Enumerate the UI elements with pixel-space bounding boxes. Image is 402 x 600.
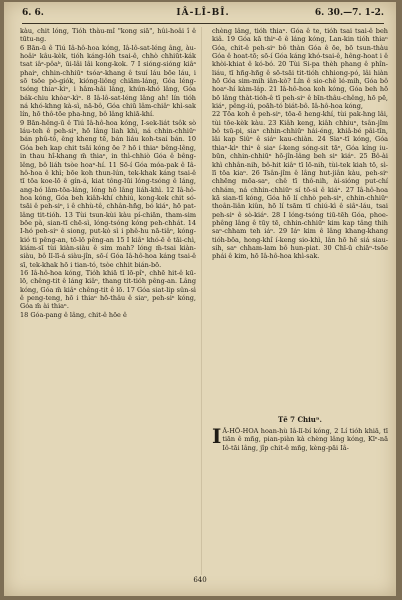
header-right-ref: 6. 30.—7. 1-2. (314, 8, 384, 18)
chapter-opening-text (212, 427, 388, 575)
chapter-heading: Tē 7 Chiuⁿ. (278, 415, 322, 424)
page-number: 640 (193, 576, 207, 584)
left-text-column: kàu, chit lóng, Tióh thàu-mî "kong siā", hûi-hoâi î ê tūtu-ng. 6 Bān-ū ê Tiú Iâ-hô-hoa kóng, Iâ-lô-sat-léng âng, àu-hoâiᵃ kâu-kèk, tióh káng-lóh tsai-ê, chhò chhiūt-kák tsat iâᵃ-pôaᵇ, ūi-lâi lâi kong-kok. 7 I sióng-sióng kiâᵃ phaiᵃ, chhin-chhiūⁿ tsóaᵃ-khang ê tsuí láu bōe láu, i sō tsōe pò-giók, kióng-liông chiām-láng, Góa léng-tsóng thiaⁿ-kìⁿ, i hâm-hâi lâng, khún-khó lâng, Góa bák-chiu khòaⁿ-kìⁿ. 8 Iâ-lô-sat-léng lâng ah! lín tióh ná khó-khng kà-sì, nā-bô, Góa chiū lâm-chiâⁿ khì-sak lín, hō thô-tōe pha-hng, bô lâng khiā-khí. 9 Bān-hêng-ū ê Tiú Iâ-hô-hoa kóng, I-sek-liát tsôk sò láu-teh ê peh-siⁿ, hō lâng liah khì, ná chhin-chhiūⁿ bán phû-tô, êng kheng tē, bán liáu koh-tsai bán. 10 Góa beh kap chit tsāi kóng ōe ? hō i thiaⁿ bêng-lêng, in thau hî-khang m̄ thiaⁿ, in thì-chhiò Góa ê bêng-lêng, bô liáh tsòe hoaⁿ-hí. 11 Sō-í Góa móa-pak ê Iâ-hô-hoa ê khì; bōe koh thun-lún, tek-khak káng tsai-ê tī tōa koe-lō ê gín-á, kiat tông-lūi lóng-tsóng ê láng, ang-bó lâm-tōa-láng, lóng hō lâng liáh-khì. 12 Iâ-hô-hoa kóng, Góa beh kiâh-khí chhiú, kong-kek chit só-tsāi ê peh-siⁿ, i ê chhù-tê, chhân-hñg, bó kiáⁿ, hō pat-lâng tit-tióh. 13 Tùi tsun-kùi kàu pí-chiān, tham-sim bōe pà, sian-tī chē-sì, lóng-tsóng kóng peh-chhát. 14 I-hó peh-siⁿ ê siong, put-kò sì i phê-hu nā-tiâⁿ, kóng-kió ti pêng-an, tō-lō pêng-an 15 I kiâⁿ khó-ē ê tāi-chì, kiám-sī tùi kiàn-siàu ê sim mah? lóng m̄-tsai kiàn-siàu, bô lī-lī-á siàu-jîn, sō-í Góa Iâ-hô-hoa káng tsai-ê sī, tek-khak hō i tian-tó, tsòe chhit bián-bō. 16 Iâ-hô-hoa kóng, Tióh khiā tī lō-pîⁿ, chhē hit-ê kū-lō, chêng-tit ê láng kiâⁿ, thang tit-tióh pêng-an. Lâng kóng, Góa m̄ kiâⁿ chêng-tit ê lō. 17 Góa siat-lip sûn-sì ê peng-teng, hō i thiaⁿ hō-thâu ê siaⁿ, peh-siⁿ kóng, Góa m̄ ài thiaⁿ. 18 Góa-pang ê lâng, chit-ê hōe ê (20, 27, 196, 319)
chapter-opening-body: Â-HÔ-HOA hoan-hù Iâ-lī-bí kóng, 2 Lí tióh khiā, tī tiān ê mñg, pian-piàn kà chèng lâng kóng, Kīⁿ-nā Iô-tāi lâng, jîp chit-ê mñg, kèng-pāi Iâ- (222, 427, 388, 452)
header-book-title: IÂ-LÎ-BÎ. (176, 8, 230, 18)
header-rule (22, 23, 384, 24)
right-text-column: chèng lâng, tióh thiaⁿ. Góa ê te, tióh tsai tsai-ê beh kiâ. 19 Góa kā thiⁿ-ē ê láng kóng, Lan-kin tióh thiaⁿ Góa, chit-ê peh-siⁿ bô thàn Góa ê ōe, bō tsun-thàu Góa ê hoat-tō; sō-í Góa káng khó-tsai-ê, hêng-hoat i ê khòi-khiat ê kó-bó. 20 Tùi Si-pa thèh phang ê phîn-liáu, tī hñg-hñg ê sō-tsāi tit-tióh chhiong-pó, lâi hiàn hō Góa sim-mih iân-kò? Lín ê sio-chê lé-mih, Góa bô hoaⁿ-hí kàm-láp. 21 Iâ-hô-hoa koh kóng, Góa beh hō bō lâng thàt-tióh-ê tī peh-siⁿ ê bīn-thâu-chêng, hō pē, kiáⁿ, pêng-iú, poāh-tó biát-bô. Iâ-hô-hoa kóng, 22 Tōa koh ê peh-siⁿ, tōa-ē heng-khí, tùi pak-hng lâi, tùi tōe-kèk kàu. 23 Kiâh keng, kiâh chhiuⁿ, tsân-jîm bô tsū-pi, siaⁿ chhin-chhiūⁿ hái-éng, khiâ-bé pâi-tīn, lâi kap Siûⁿ ê siáⁿ kau-chiàn. 24 Siaⁿ-tī kóng, Góa thiaⁿ-kìⁿ thiⁿ ê siaⁿ í-keng sóng-sit tāⁿ, Góa kíng iu-būn, chhin-chhiūⁿ hō-jîn-lâng beh siⁿ kiáⁿ. 25 Bô-ài khì chhân-nih, bô-hit kiâⁿ tī lō-nih, tùi-tek kiah tō, sì-lī tōa kiaⁿ. 26 Tsân-jîm ê lâng hut-jiân kàu, peh-siⁿ chhēng mōa-saⁿ, chê tī thô-nih, ài-sióng put-chí chhám, ná chhin-chhiūⁿ sí tō-sì ê kiáⁿ. 27 Iâ-hô-hoa kā sian-tī kóng, Góa hō lí chhò peh-siⁿ, chhin-chhiūⁿ thoân-liân kiûn, hō lí tsām tī chiú-kì ê siâⁿ-láu, tsai peh-siⁿ ê sò-kiáⁿ. 28 I lóng-tsóng tiū-tēh Góa, phoe-phêng lâng ê tūy tē, chhin-chhiūⁿ kim kap tâng thih saⁿ-chham teh iáⁿ. 29 Iáⁿ kim ê lâng khang-khang tióh-bōa, hong-khî í-keng sio-khì, lân hō hē siá siau-sih, saⁿ chham-lam bô hun-piat. 30 Chī-ū chiāⁿ-tsōe phái ê kim, hō Iâ-hô-hoa khì-sak. (212, 27, 388, 261)
column-gutter (201, 27, 202, 575)
running-header (22, 8, 384, 22)
book-page (4, 2, 396, 596)
header-left-ref: 6. 6. (22, 8, 44, 18)
drop-cap: I (212, 427, 222, 448)
